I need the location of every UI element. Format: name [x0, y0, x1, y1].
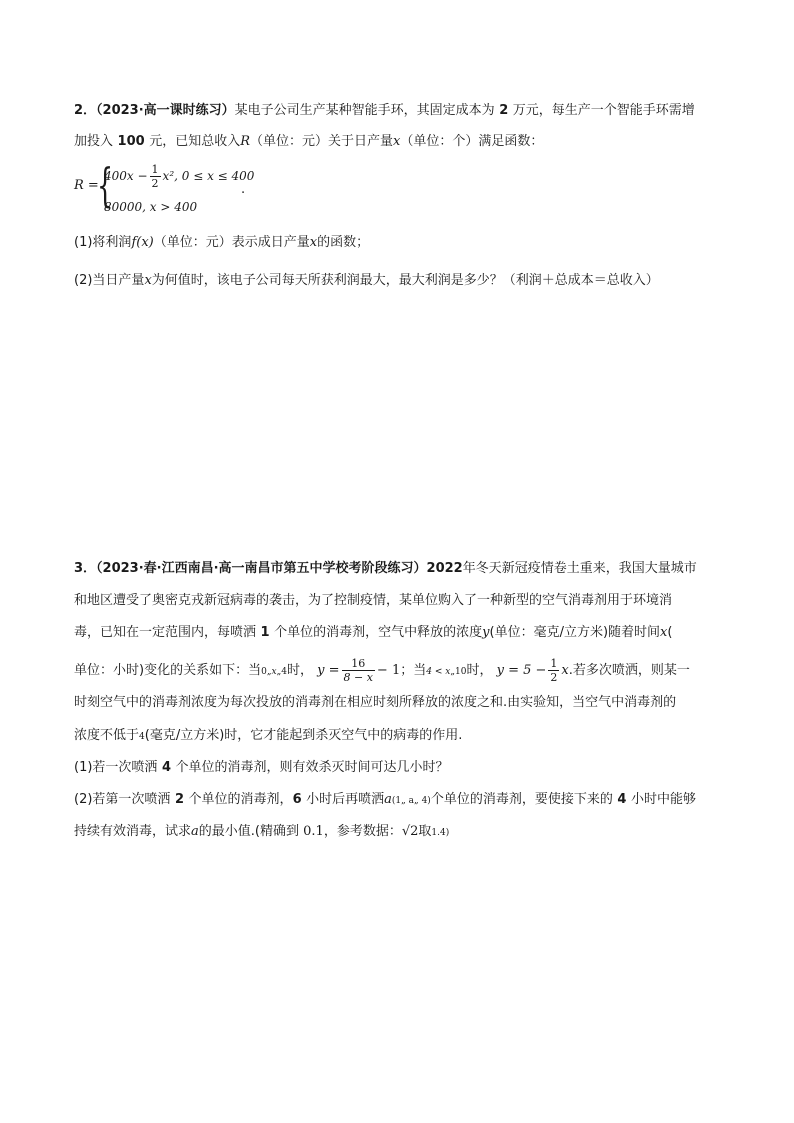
brace-symbol: {	[97, 158, 114, 212]
q2-part-2: (2)当日产量x为何值时，该电子公司每天所获利润最大，最大利润是多少？（利润＋总成本＝总收入）	[74, 273, 659, 288]
q3-number: 3．	[74, 561, 97, 576]
q3-line-3: 毒，已知在一定范围内，每喷洒 1 个单位的消毒剂，空气中释放的浓度y(单位：毫克/立方米)随着时间x(	[74, 625, 673, 640]
q2-case-1: 400x − $\frac{1}{2}$ x², 0 ≤ x ≤ 400	[104, 163, 255, 190]
q2-number: 2．	[74, 103, 97, 118]
q3-line-2: 和地区遭受了奥密克戎新冠病毒的袭击，为了控制疫情，某单位购入了一种新型的空气消毒剂用于环境消	[74, 593, 673, 608]
q2-case-2: 80000, x > 400	[104, 200, 198, 214]
q3-line-8: 持续有效消毒，试求a的最小值.(精确到 0.1，参考数据：√2取1.4)	[74, 824, 450, 839]
q3-line-1: 3．（2023·春·江西南昌·高一南昌市第五中学校考阶段练习）2022年冬天新冠疫情卷土重来，我国大量城市	[74, 561, 697, 576]
q3-part-1: (1)若一次喷洒 4 个单位的消毒剂，则有效杀灭时间可达几小时？	[74, 760, 449, 775]
q2-part-1: (1)将利润f(x)（单位：元）表示成日产量x的函数；	[74, 235, 370, 250]
q3-line-6: 浓度不低于4(毫克/立方米)时，它才能起到杀灭空气中的病毒的作用.	[74, 728, 463, 743]
q3-line-4: 单位：小时)变化的关系如下：当0„x„4时， y = $\frac{16}{8 - x}$ − 1；当4 < x„10时， y = 5 − $\frac{1}{2}$ x.若多次喷洒，则某一	[74, 657, 690, 684]
q2-source: （2023·高一课时练习）	[96, 103, 235, 118]
fraction: $\frac{1}{2}$	[550, 657, 558, 684]
q2-line-2: 加投入 100 元，已知总收入R（单位：元）关于日产量x（单位：个）满足函数：	[74, 134, 544, 149]
q3-source: （2023·春·江西南昌·高一南昌市第五中学校考阶段练习）	[96, 561, 427, 576]
q3-line-5: 时刻空气中的消毒剂浓度为每次投放的消毒剂在相应时刻所释放的浓度之和.由实验知，当空气中消毒剂的	[74, 695, 677, 710]
fraction: $\frac{16}{8 - x}$	[343, 657, 373, 684]
q2-line-1: 2．（2023·高一课时练习）某电子公司生产某种智能手环，其固定成本为 2 万元，每生产一个智能手环需增	[74, 103, 695, 118]
fraction: $\frac{1}{2}$	[151, 163, 159, 190]
q3-part-2: (2)若第一次喷洒 2 个单位的消毒剂，6 小时后再喷洒a(1„ a„ 4)个单位的消毒剂，要使接下来的 4 小时中能够	[74, 792, 696, 807]
